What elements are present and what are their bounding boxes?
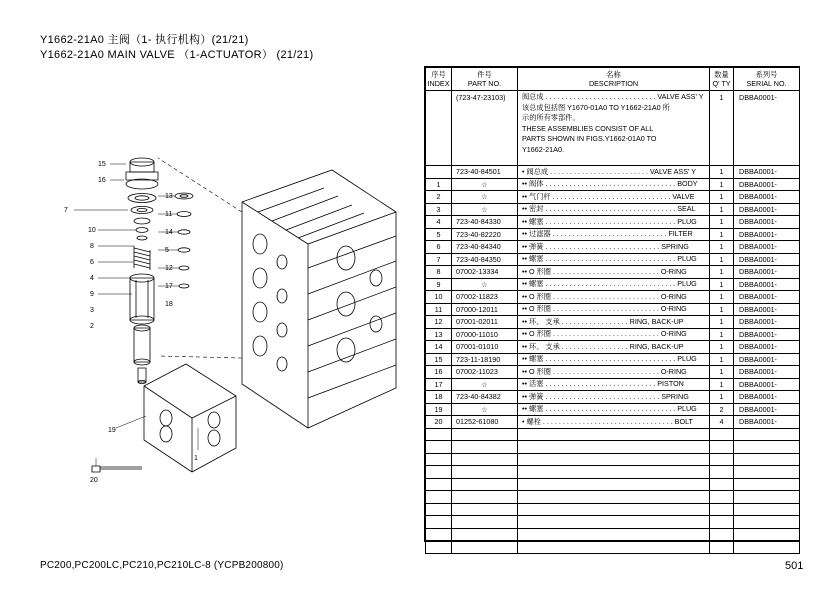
cell-part-no: 01252-61080 — [452, 416, 518, 429]
svg-text:17: 17 — [165, 283, 173, 290]
cell-description: •• O 形圈 . . . . . . . . . . . . . . . . . . . . . . . . . . . O-RING — [518, 266, 710, 279]
cell-qty — [710, 503, 734, 516]
cell-serial-no — [734, 441, 800, 454]
cell-part-no: ☆ — [452, 278, 518, 291]
cell-index: 15 — [426, 353, 452, 366]
cell-part-no — [452, 541, 518, 554]
col-description: 名称 DESCRIPTION — [518, 68, 710, 91]
cell-description: •• 气门杆 . . . . . . . . . . . . . . . . . . . . . . . . . . . . . . VALVE — [518, 191, 710, 204]
page-title — [40, 33, 313, 63]
cell-index: 2 — [426, 191, 452, 204]
cell-description — [518, 478, 710, 491]
table-row — [426, 328, 800, 341]
table-row — [426, 216, 800, 229]
cell-index — [426, 428, 452, 441]
cell-qty: 1 — [710, 366, 734, 379]
table-row — [426, 353, 800, 366]
cell-index — [426, 91, 452, 166]
svg-text:1: 1 — [194, 455, 198, 462]
table-header-row — [426, 68, 800, 91]
cell-index: 11 — [426, 303, 452, 316]
cell-qty — [710, 478, 734, 491]
cell-index — [426, 491, 452, 504]
cell-index — [426, 528, 452, 541]
cell-index: 4 — [426, 216, 452, 229]
cell-part-no: 723-40-82220 — [452, 228, 518, 241]
cell-qty: 2 — [710, 403, 734, 416]
cell-index: 9 — [426, 278, 452, 291]
table-row-blank — [426, 478, 800, 491]
cell-qty: 4 — [710, 416, 734, 429]
cell-part-no: 07000-12011 — [452, 303, 518, 316]
table-row — [426, 278, 800, 291]
cell-serial-no: DBBA0001- — [734, 303, 800, 316]
svg-text:9: 9 — [90, 291, 94, 298]
cell-serial-no — [734, 428, 800, 441]
svg-text:8: 8 — [90, 243, 94, 250]
cell-serial-no: DBBA0001- — [734, 91, 800, 166]
svg-text:2: 2 — [90, 323, 94, 330]
cell-description: •• 活塞 . . . . . . . . . . . . . . . . . . . . . . . . . . . . PISTON — [518, 378, 710, 391]
cell-serial-no: DBBA0001- — [734, 316, 800, 329]
cell-index — [426, 478, 452, 491]
cell-part-no — [452, 503, 518, 516]
table-row — [426, 378, 800, 391]
cell-description: •• O 形圈 . . . . . . . . . . . . . . . . . . . . . . . . . . . O-RING — [518, 303, 710, 316]
cell-qty: 1 — [710, 316, 734, 329]
cell-part-no — [452, 453, 518, 466]
cell-index — [426, 541, 452, 554]
svg-text:3: 3 — [90, 307, 94, 314]
table-row — [426, 291, 800, 304]
cell-part-no: 723-40-84382 — [452, 391, 518, 404]
svg-text:19: 19 — [108, 427, 116, 434]
cell-qty: 1 — [710, 266, 734, 279]
cell-part-no: 07002-11023 — [452, 366, 518, 379]
cell-part-no — [452, 491, 518, 504]
cell-serial-no: DBBA0001- — [734, 341, 800, 354]
cell-qty: 1 — [710, 216, 734, 229]
cell-description — [518, 503, 710, 516]
cell-serial-no: DBBA0001- — [734, 353, 800, 366]
table-row-blank — [426, 528, 800, 541]
cell-description: •• 弹簧 . . . . . . . . . . . . . . . . . . . . . . . . . . . . . SPRING — [518, 241, 710, 254]
cell-part-no: ☆ — [452, 378, 518, 391]
cell-description: •• O 形圈 . . . . . . . . . . . . . . . . . . . . . . . . . . . O-RING — [518, 328, 710, 341]
cell-qty: 1 — [710, 191, 734, 204]
table-row-note — [426, 91, 800, 166]
cell-index: 14 — [426, 341, 452, 354]
exploded-view-illustration — [46, 128, 406, 484]
table-row-blank — [426, 541, 800, 554]
table-row — [426, 241, 800, 254]
table-row-blank — [426, 428, 800, 441]
svg-text:13: 13 — [165, 193, 173, 200]
col-index: 序号 INDEX — [426, 68, 452, 91]
cell-description: •• 阀体 . . . . . . . . . . . . . . . . . . . . . . . . . . . . . . . . . BODY — [518, 178, 710, 191]
cell-serial-no — [734, 491, 800, 504]
cell-qty — [710, 466, 734, 479]
table-row — [426, 391, 800, 404]
cell-part-no: 723-40-84340 — [452, 241, 518, 254]
svg-text:18: 18 — [165, 301, 173, 308]
cell-qty — [710, 428, 734, 441]
cell-serial-no: DBBA0001- — [734, 191, 800, 204]
table-row — [426, 228, 800, 241]
col-qty: 数量 Q' TY — [710, 68, 734, 91]
svg-text:10: 10 — [88, 227, 96, 234]
cell-index: 6 — [426, 241, 452, 254]
cell-part-no — [452, 428, 518, 441]
svg-text:5: 5 — [165, 247, 169, 254]
cell-part-no: 723-11-18190 — [452, 353, 518, 366]
cell-qty — [710, 441, 734, 454]
table-row-blank — [426, 453, 800, 466]
cell-description: • 螺栓 . . . . . . . . . . . . . . . . . . . . . . . . . . . . . . . . . BOLT — [518, 416, 710, 429]
cell-qty — [710, 491, 734, 504]
cell-description: •• 螺塞 . . . . . . . . . . . . . . . . . . . . . . . . . . . . . . . . . PLUG — [518, 353, 710, 366]
cell-serial-no: DBBA0001- — [734, 378, 800, 391]
cell-serial-no: DBBA0001- — [734, 228, 800, 241]
cell-part-no: 723-40-84350 — [452, 253, 518, 266]
cell-serial-no: DBBA0001- — [734, 253, 800, 266]
cell-part-no: 723-40-84501 — [452, 166, 518, 179]
svg-text:7: 7 — [64, 207, 68, 214]
cell-description: •• 螺塞 . . . . . . . . . . . . . . . . . . . . . . . . . . . . . . . . . PLUG — [518, 403, 710, 416]
cell-serial-no: DBBA0001- — [734, 391, 800, 404]
table-row — [426, 266, 800, 279]
cell-description — [518, 428, 710, 441]
table-row-blank — [426, 491, 800, 504]
cell-qty — [710, 541, 734, 554]
cell-qty: 1 — [710, 303, 734, 316]
cell-serial-no — [734, 528, 800, 541]
cell-description: •• 环、 支承 . . . . . . . . . . . . . . . . . RING, BACK-UP — [518, 316, 710, 329]
cell-qty: 1 — [710, 203, 734, 216]
cell-qty — [710, 516, 734, 529]
cell-description: 阀总成 . . . . . . . . . . . . . . . . . . . . . . . . . . . . VALVE ASS' Y 该总成包括图 Y1670-01A0 TO Y1662-21A0 所 示的所有零部件。 THESE ASSEMBLIES CONSIST OF ALL PARTS SHOWN IN FIGS.Y1662-01A0 TO Y1662-21A0. — [518, 91, 710, 166]
cell-index: 3 — [426, 203, 452, 216]
table-body — [426, 91, 800, 554]
cell-qty: 1 — [710, 253, 734, 266]
cell-description: •• O 形圈 . . . . . . . . . . . . . . . . . . . . . . . . . . . O-RING — [518, 366, 710, 379]
cell-index: 19 — [426, 403, 452, 416]
cell-serial-no — [734, 478, 800, 491]
cell-serial-no: DBBA0001- — [734, 278, 800, 291]
cell-serial-no: DBBA0001- — [734, 241, 800, 254]
cell-description — [518, 491, 710, 504]
page-number: 501 — [785, 560, 804, 572]
cell-part-no: 723-40-84330 — [452, 216, 518, 229]
cell-part-no: 07001-01010 — [452, 341, 518, 354]
cell-index — [426, 516, 452, 529]
cell-serial-no: DBBA0001- — [734, 266, 800, 279]
cell-part-no — [452, 478, 518, 491]
cell-qty: 1 — [710, 228, 734, 241]
cell-index — [426, 503, 452, 516]
cell-index: 13 — [426, 328, 452, 341]
table-row — [426, 253, 800, 266]
title-line-cn: Y1662-21A0 主阀（1- 执行机构）(21/21) — [40, 34, 249, 46]
cell-description — [518, 466, 710, 479]
cell-serial-no: DBBA0001- — [734, 416, 800, 429]
cell-qty — [710, 453, 734, 466]
cell-serial-no — [734, 541, 800, 554]
cell-qty: 1 — [710, 353, 734, 366]
cell-index: 7 — [426, 253, 452, 266]
cell-part-no: 07001-02011 — [452, 316, 518, 329]
table-row — [426, 403, 800, 416]
cell-serial-no: DBBA0001- — [734, 203, 800, 216]
table-row — [426, 416, 800, 429]
cell-index — [426, 453, 452, 466]
cell-index: 8 — [426, 266, 452, 279]
cell-description: •• 弹簧 . . . . . . . . . . . . . . . . . . . . . . . . . . . . . SPRING — [518, 391, 710, 404]
cell-part-no: ☆ — [452, 191, 518, 204]
cell-qty: 1 — [710, 328, 734, 341]
cell-qty: 1 — [710, 291, 734, 304]
cell-serial-no: DBBA0001- — [734, 178, 800, 191]
cell-description — [518, 453, 710, 466]
cell-part-no — [452, 441, 518, 454]
table-row — [426, 303, 800, 316]
cell-description: •• 螺塞 . . . . . . . . . . . . . . . . . . . . . . . . . . . . . . . . . PLUG — [518, 216, 710, 229]
cell-index — [426, 166, 452, 179]
cell-serial-no: DBBA0001- — [734, 366, 800, 379]
table-row — [426, 178, 800, 191]
cell-index — [426, 441, 452, 454]
cell-part-no: 07000-11010 — [452, 328, 518, 341]
col-serial-no: 系列号 SERIAL NO. — [734, 68, 800, 91]
cell-part-no: ☆ — [452, 178, 518, 191]
cell-description — [518, 528, 710, 541]
cell-serial-no: DBBA0001- — [734, 166, 800, 179]
svg-text:20: 20 — [90, 477, 98, 484]
cell-part-no — [452, 528, 518, 541]
table-row — [426, 203, 800, 216]
cell-serial-no: DBBA0001- — [734, 216, 800, 229]
title-line-en: Y1662-21A0 MAIN VALVE （1-ACTUATOR） (21/21) — [40, 49, 314, 61]
cell-part-no — [452, 516, 518, 529]
svg-text:12: 12 — [165, 265, 173, 272]
cell-index: 18 — [426, 391, 452, 404]
cell-qty: 1 — [710, 178, 734, 191]
cell-description: • 阀总成 . . . . . . . . . . . . . . . . . . . . . . . . . VALVE ASS' Y — [518, 166, 710, 179]
svg-text:14: 14 — [165, 229, 173, 236]
cell-part-no — [452, 466, 518, 479]
cell-index: 12 — [426, 316, 452, 329]
table-row — [426, 366, 800, 379]
cell-qty: 1 — [710, 391, 734, 404]
cell-qty: 1 — [710, 341, 734, 354]
cell-part-no: ☆ — [452, 403, 518, 416]
cell-index: 17 — [426, 378, 452, 391]
cell-serial-no: DBBA0001- — [734, 328, 800, 341]
cell-qty: 1 — [710, 378, 734, 391]
cell-qty: 1 — [710, 241, 734, 254]
cell-index: 20 — [426, 416, 452, 429]
cell-description: •• 螺塞 . . . . . . . . . . . . . . . . . . . . . . . . . . . . . . . . . PLUG — [518, 253, 710, 266]
cell-description — [518, 516, 710, 529]
cell-part-no: 07002-13334 — [452, 266, 518, 279]
cell-index: 5 — [426, 228, 452, 241]
cell-serial-no — [734, 516, 800, 529]
cell-serial-no: DBBA0001- — [734, 403, 800, 416]
cell-description: •• 环、 支承 . . . . . . . . . . . . . . . . . RING, BACK-UP — [518, 341, 710, 354]
cell-serial-no — [734, 453, 800, 466]
cell-description — [518, 441, 710, 454]
cell-qty — [710, 528, 734, 541]
parts-table — [424, 66, 800, 542]
footer-models: PC200,PC200LC,PC210,PC210LC-8 (YCPB200800) — [40, 560, 284, 571]
cell-qty: 1 — [710, 91, 734, 166]
cell-index — [426, 466, 452, 479]
cell-index: 1 — [426, 178, 452, 191]
cell-index: 16 — [426, 366, 452, 379]
table-row — [426, 341, 800, 354]
cell-index: 10 — [426, 291, 452, 304]
cell-qty: 1 — [710, 166, 734, 179]
svg-text:11: 11 — [165, 211, 173, 218]
cell-part-no: (723-47-23103) — [452, 91, 518, 166]
table-row-blank — [426, 516, 800, 529]
table-row — [426, 316, 800, 329]
svg-text:4: 4 — [90, 275, 94, 282]
svg-text:6: 6 — [90, 259, 94, 266]
table-row-blank — [426, 466, 800, 479]
table-row — [426, 191, 800, 204]
cell-qty: 1 — [710, 278, 734, 291]
cell-part-no: 07002-11823 — [452, 291, 518, 304]
cell-serial-no — [734, 503, 800, 516]
cell-description: •• 过滤器 . . . . . . . . . . . . . . . . . . . . . . . . . . . . . FILTER — [518, 228, 710, 241]
svg-text:16: 16 — [98, 177, 106, 184]
table-row — [426, 166, 800, 179]
cell-description: •• 密封 . . . . . . . . . . . . . . . . . . . . . . . . . . . . . . . . . SEAL — [518, 203, 710, 216]
table-row-blank — [426, 503, 800, 516]
cell-part-no: ☆ — [452, 203, 518, 216]
cell-serial-no — [734, 466, 800, 479]
cell-serial-no: DBBA0001- — [734, 291, 800, 304]
col-part-no: 件号 PART NO. — [452, 68, 518, 91]
cell-description: •• O 形圈 . . . . . . . . . . . . . . . . . . . . . . . . . . . O-RING — [518, 291, 710, 304]
table-row-blank — [426, 441, 800, 454]
cell-description: •• 螺塞 . . . . . . . . . . . . . . . . . . . . . . . . . . . . . . . . . PLUG — [518, 278, 710, 291]
cell-description — [518, 541, 710, 554]
svg-text:15: 15 — [98, 161, 106, 168]
